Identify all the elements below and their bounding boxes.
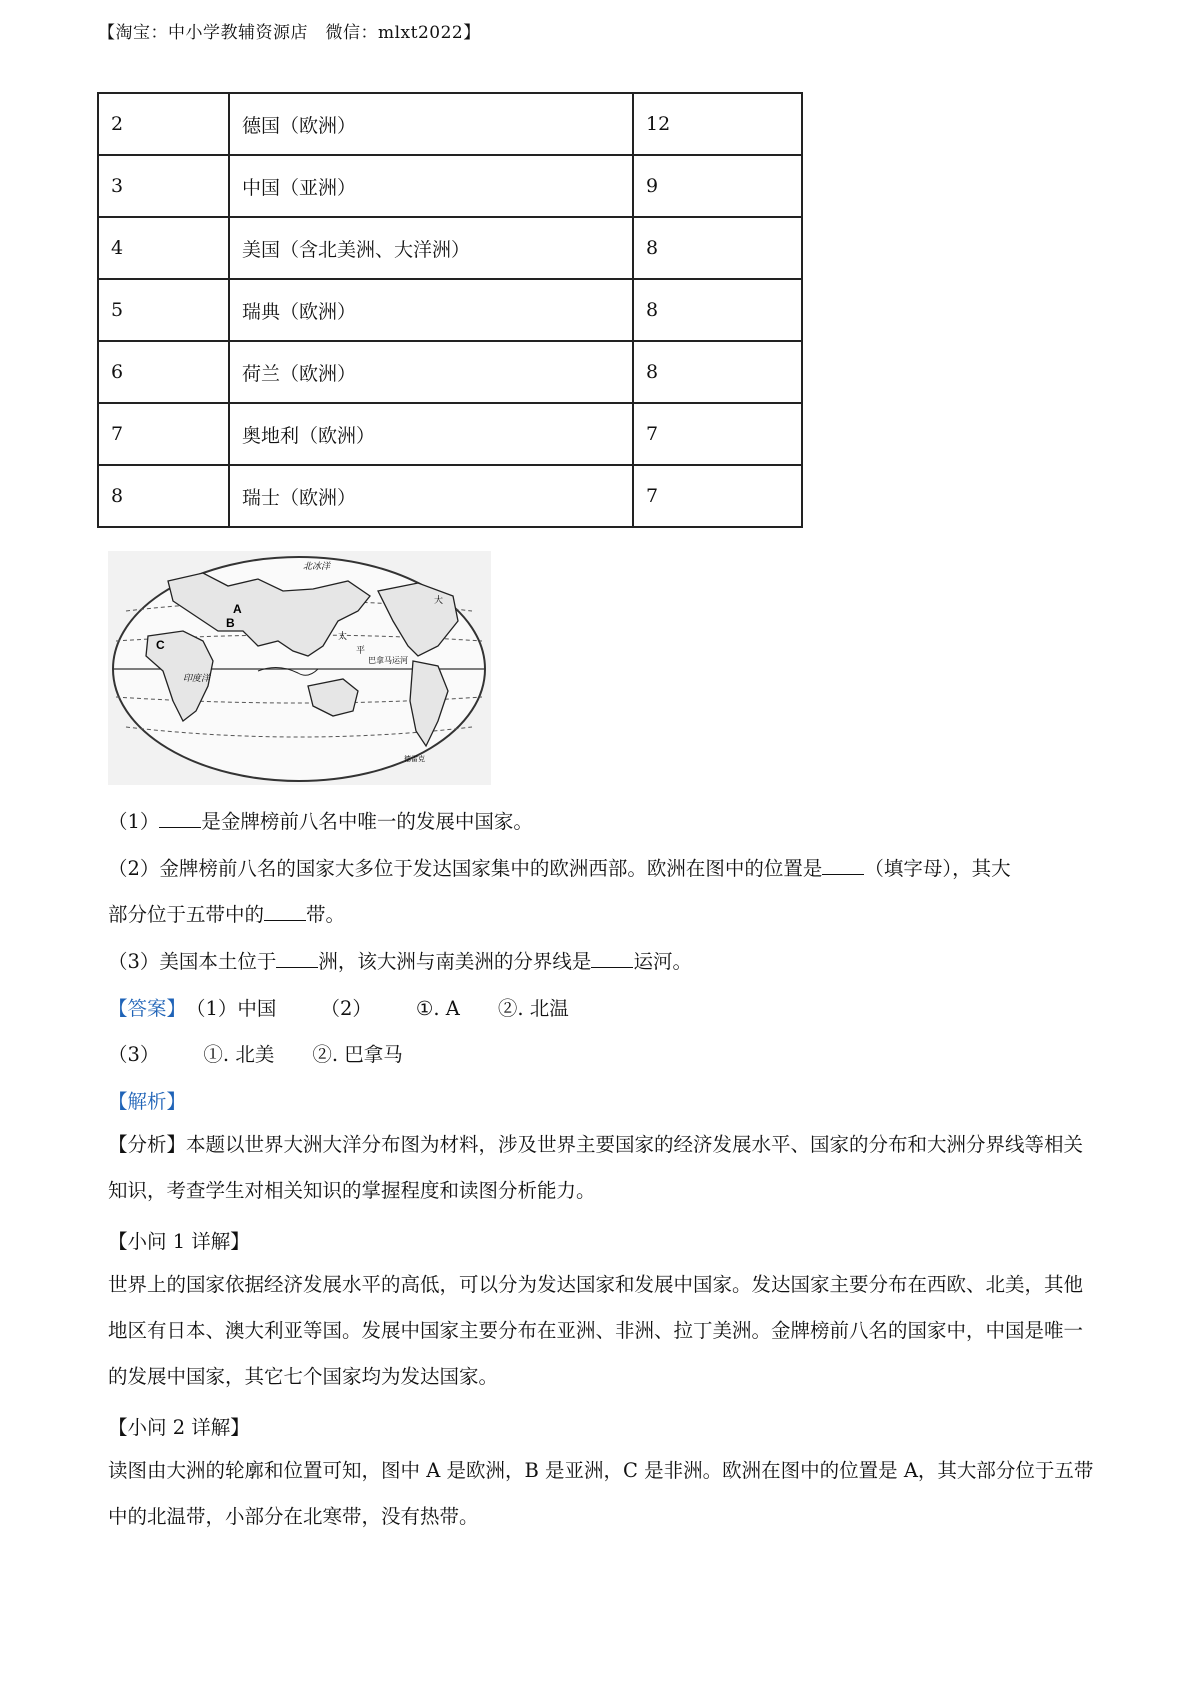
country-cell: 中国（亚洲） — [229, 155, 633, 217]
map-label-atlantic: 大 — [434, 596, 444, 606]
medal-table — [97, 92, 803, 528]
gold-count-cell: 8 — [633, 279, 802, 341]
subquestion-2-text: 读图由大洲的轮廓和位置可知，图中 A 是欧洲，B 是亚洲，C 是非洲。欧洲在图中的位置是 A，其大部分位于五带中的北温带，小部分在北寒带，没有热带。 — [108, 1459, 1094, 1528]
answer-blank — [276, 949, 318, 968]
table-row — [98, 403, 802, 465]
answer-blank — [591, 949, 633, 968]
subquestion-2-title: 【小问 2 详解】 — [108, 1416, 250, 1439]
question-2-text: （2）金牌榜前八名的国家大多位于发达国家集中的欧洲西部。欧洲在图中的位置是 — [108, 857, 823, 880]
question-2-line-1 — [108, 853, 1011, 881]
analysis-tag: 【解析】 — [108, 1090, 187, 1113]
table-row — [98, 279, 802, 341]
map-label-arctic-ocean: 北冰洋 — [303, 562, 331, 572]
map-label-indian-ocean: 印度洋 — [183, 674, 211, 684]
answer-line-2 — [108, 1039, 403, 1067]
question-3-text: （3）美国本土位于 — [108, 950, 277, 973]
rank-cell: 5 — [98, 279, 229, 341]
table-row — [98, 217, 802, 279]
answer-tag: 【答案】 — [108, 997, 187, 1020]
question-2-text-end: 带。 — [306, 903, 346, 926]
world-map-figure — [108, 551, 491, 785]
country-cell: 瑞典（欧洲） — [229, 279, 633, 341]
table-row — [98, 93, 802, 155]
gold-count-cell: 8 — [633, 217, 802, 279]
question-3 — [108, 946, 692, 974]
question-3-text-mid: 洲，该大洲与南美洲的分界线是 — [318, 950, 592, 973]
table-row — [98, 155, 802, 217]
country-cell: 德国（欧洲） — [229, 93, 633, 155]
map-label-drake: 德雷克 — [404, 755, 425, 763]
rank-cell: 8 — [98, 465, 229, 527]
map-label-b: B — [226, 616, 235, 630]
answer-item: ②. 巴拿马 — [312, 1043, 403, 1066]
answer-item: （2） — [320, 997, 372, 1020]
map-label-c: C — [156, 638, 165, 652]
answer-blank — [264, 902, 306, 921]
analysis-intro: 【分析】本题以世界大洲大洋分布图为材料，涉及世界主要国家的经济发展水平、国家的分布和大洲分界线等相关知识，考查学生对相关知识的掌握程度和读图分析能力。 — [108, 1133, 1084, 1202]
gold-count-cell: 9 — [633, 155, 802, 217]
answer-item: （3） — [108, 1043, 160, 1066]
answer-item: ②. 北温 — [497, 997, 569, 1020]
question-1-number: （1） — [108, 810, 160, 833]
question-2-text-mid: （填字母），其大 — [864, 857, 1011, 880]
answer-blank — [159, 809, 201, 828]
subquestion-1-text: 世界上的国家依据经济发展水平的高低，可以分为发达国家和发展中国家。发达国家主要分布在西欧、北美，其他地区有日本、澳大利亚等国。发展中国家主要分布在亚洲、非洲、拉丁美洲。金牌榜前八名的国家中，中国是唯一的发展中国家，其它七个国家均为发达国家。 — [108, 1273, 1084, 1388]
country-cell: 瑞士（欧洲） — [229, 465, 633, 527]
answer-item: ①. 北美 — [203, 1043, 275, 1066]
country-cell: 荷兰（欧洲） — [229, 341, 633, 403]
page-header-watermark: 【淘宝：中小学教辅资源店 微信：mlxt2022】 — [98, 23, 481, 43]
rank-cell: 6 — [98, 341, 229, 403]
answer-line-1 — [108, 993, 569, 1021]
question-3-text-end: 运河。 — [633, 950, 692, 973]
gold-count-cell: 7 — [633, 465, 802, 527]
rank-cell: 7 — [98, 403, 229, 465]
map-label-a: A — [233, 602, 242, 616]
answer-blank — [822, 856, 864, 875]
question-2-text-line2: 部分位于五带中的 — [108, 903, 265, 926]
rank-cell: 3 — [98, 155, 229, 217]
subquestion-1-title: 【小问 1 详解】 — [108, 1230, 250, 1253]
rank-cell: 4 — [98, 217, 229, 279]
map-label-pacific-2: 平 — [356, 646, 366, 656]
map-label-panama-canal: 巴拿马运河 — [368, 656, 408, 665]
table-row — [98, 465, 802, 527]
gold-count-cell: 8 — [633, 341, 802, 403]
map-label-pacific: 太 — [338, 632, 348, 642]
answer-item: （1）中国 — [186, 997, 277, 1020]
gold-count-cell: 7 — [633, 403, 802, 465]
country-cell: 美国（含北美洲、大洋洲） — [229, 217, 633, 279]
country-cell: 奥地利（欧洲） — [229, 403, 633, 465]
question-1-text: 是金牌榜前八名中唯一的发展中国家。 — [201, 810, 533, 833]
question-1 — [108, 806, 533, 834]
gold-count-cell: 12 — [633, 93, 802, 155]
table-row — [98, 341, 802, 403]
question-2-line-2 — [108, 899, 345, 927]
answer-item: ①. A — [415, 997, 460, 1020]
rank-cell: 2 — [98, 93, 229, 155]
